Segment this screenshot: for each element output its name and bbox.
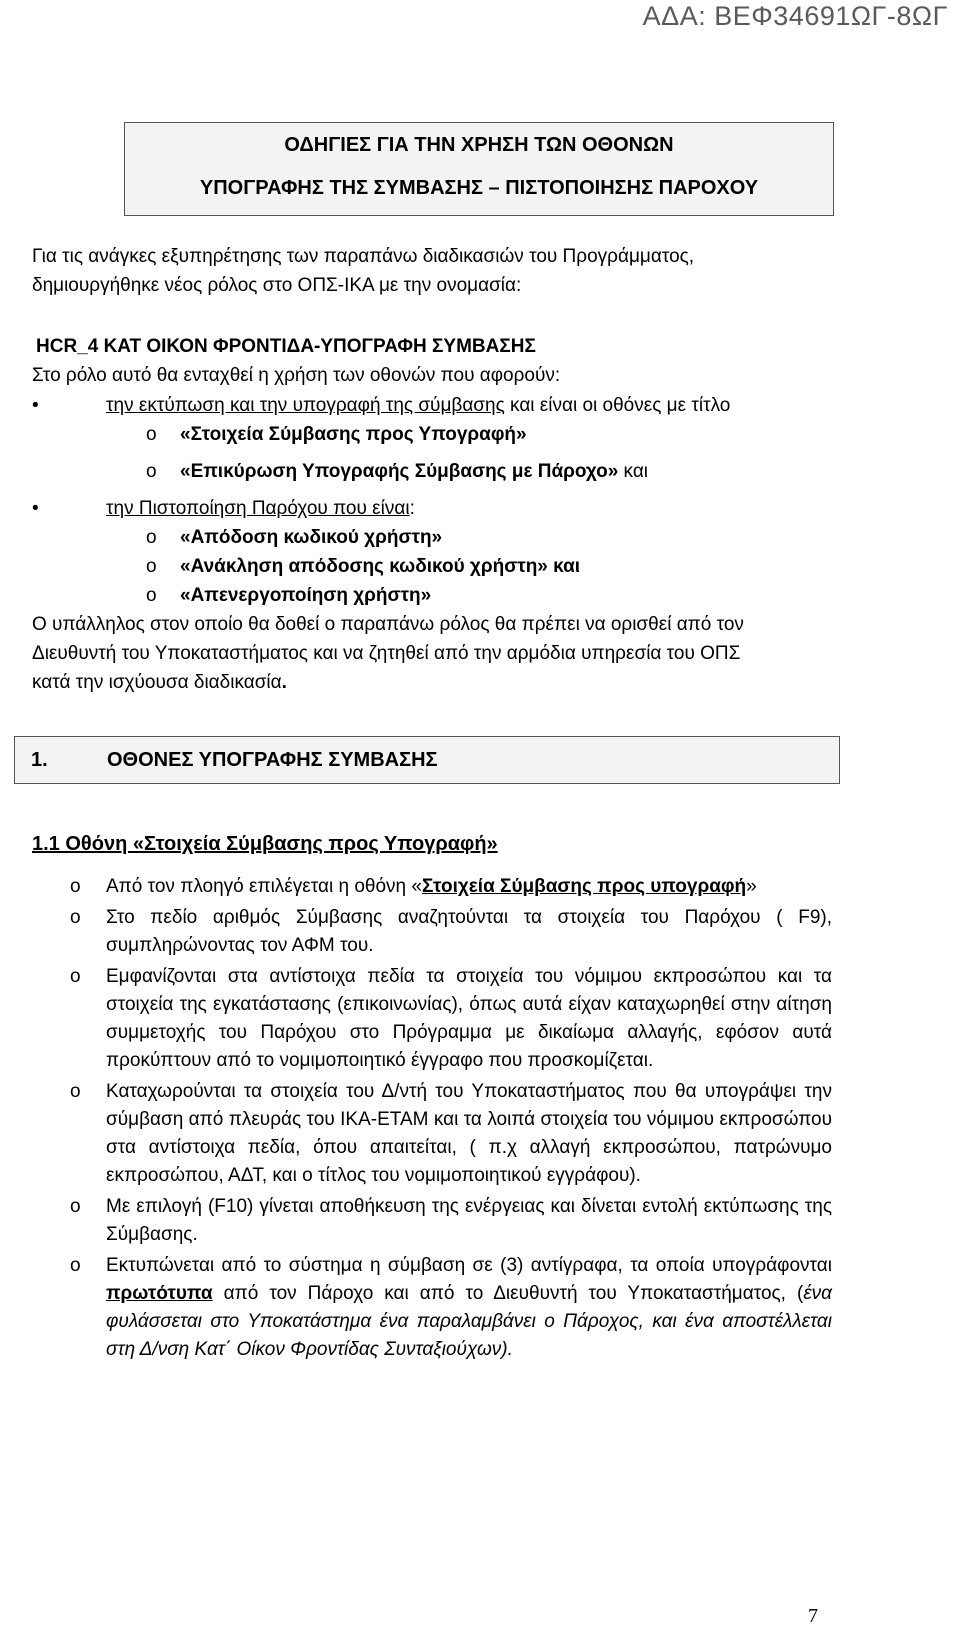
list-item-text: Καταχωρούνται τα στοιχεία του Δ/ντή του Υποκαταστήματος που θα υπογράψει την σύμβαση από πλευράς του ΙΚΑ-ΕΤΑΜ και τα λοιπά στοιχεία του νόμιμου εκπροσώπου στα αντίστοιχα πεδία, όπου απαιτείται, ( π.χ αλλαγή εκπροσώπου, πατρώνυμο εκπροσώπου, ΑΔΤ, και ο τίτλος του νομιμοποιητικού εγγράφου). [106,1081,832,1186]
title-line-1: ΟΔΗΓΙΕΣ ΓΙΑ ΤΗΝ ΧΡΗΣΗ ΤΩΝ ΟΘΟΝΩΝ [284,134,674,156]
section-1-number: 1. [31,749,48,771]
list-item-text: Εκτυπώνεται από το σύστημα η σύμβαση σε (3) αντίγραφα, τα οποία υπογράφονται [106,1255,832,1276]
list-item-italic-note: ένα φυλάσσεται στο Υποκατάστημα ένα παραλαμβάνει ο Πάροχος, και ένα αποστέλλεται στη Δ/νση Κατ΄ Οίκον Φροντίδας Συνταξιούχων [106,1283,832,1360]
bullet-1-sub-2-bold: «Επικύρωση Υπογραφής Σύμβασης με Πάροχο» [180,461,619,482]
bullet-2-sub-2: «Ανάκληση απόδοσης κωδικού χρήστη» και [180,556,581,577]
list-marker: o [70,1081,81,1102]
paragraph-line-3-end: . [281,672,287,693]
paragraph-line-3-text: κατά την ισχύουσα διαδικασία [32,672,282,693]
document-title-box [124,122,834,216]
subsection-1-1-title: 1.1 Οθόνη «Στοιχεία Σύμβασης προς Υπογραφή» [32,833,498,855]
bullet-1-underlined: την εκτύπωση και την υπογραφή της σύμβασης [106,395,505,416]
bullet-1-sub-2-tail: και [618,461,649,482]
bullet-2-sub-3: «Απενεργοποίηση χρήστη» [180,585,432,606]
list-marker: o [70,1255,81,1276]
list-item [32,873,832,901]
list-marker: o [70,966,81,987]
instructions-list [32,873,832,1366]
intro-line-1: Για τις ανάγκες εξυπηρέτησης των παραπάνω διαδικασιών του Προγράμματος, [32,246,695,267]
page-number: 7 [808,1605,818,1627]
paragraph-line-3 [32,669,832,697]
list-marker: o [70,907,81,928]
intro-line-2: δημιουργήθηκε νέος ρόλος στο ΟΠΣ-ΙΚΑ με την ονομασία: [32,275,522,296]
list-marker: o [70,1196,81,1217]
list-item-text: Με επιλογή (F10) γίνεται αποθήκευση της ενέργειας και δίνεται εντολή εκτύπωσης της Σύμβασης. [106,1196,832,1245]
list-item [32,1252,832,1364]
sub-marker: o [146,461,157,482]
title-line-2: ΥΠΟΓΡΑΦΗΣ ΤΗΣ ΣΥΜΒΑΣΗΣ – ΠΙΣΤΟΠΟΙΗΣΗΣ ΠΑΡΟΧΟΥ [199,177,759,199]
role-code: HCR_4 ΚΑΤ ΟΙΚΟΝ ΦΡΟΝΤΙΔΑ-ΥΠΟΓΡΑΦΗ ΣΥΜΒΑΣΗΣ [36,336,536,357]
list-item-text: Στο πεδίο αριθμός Σύμβασης αναζητούνται τα στοιχεία του Παρόχου ( F9), συμπληρώνοντας τον ΑΦΜ του. [106,907,832,956]
list-item [32,963,832,1075]
bullet-2-rest: : [409,498,415,519]
bullet-2-text [106,495,415,523]
list-item [32,1078,832,1190]
list-item-text: Από τον πλοηγό επιλέγεται η οθόνη « [106,876,422,897]
bullet-1-rest: και είναι οι οθόνες με τίτλο [504,395,731,416]
list-item-text-mid: από τον Πάροχο και από το Διευθυντή του Υποκαταστήματος, ( [212,1283,804,1304]
list-item-text: Εμφανίζονται στα αντίστοιχα πεδία τα στοιχεία του νόμιμου εκπροσώπου και τα στοιχεία της εγκατάστασης (επικοινωνίας), όπως αυτά είχαν καταχωρηθεί στην αίτηση συμμετοχής του Παρόχου στο Πρόγραμμα με δικαίωμα αλλαγής, εφόσον αυτά προκύπτουν από το νομιμοποιητικό έγγραφο που προσκομίζεται. [106,966,832,1071]
section-1-box [14,736,840,784]
role-description: Στο ρόλο αυτό θα ενταχθεί η χρήση των οθονών που αφορούν: [32,365,561,386]
list-item-emphasis: Στοιχεία Σύμβασης προς υπογραφή [421,876,747,897]
bullet-1-sub-2 [180,458,648,486]
sub-marker: o [146,424,157,445]
paragraph-line-1: Ο υπάλληλος στον οποίο θα δοθεί ο παραπάνω ρόλος θα πρέπει να ορισθεί από τον [32,614,744,635]
paragraph-line-2: Διευθυντή του Υποκαταστήματος και να ζητηθεί από την αρμόδια υπηρεσία του ΟΠΣ [32,643,741,664]
bullet-marker: • [32,498,39,519]
section-1-title: ΟΘΟΝΕΣ ΥΠΟΓΡΑΦΗΣ ΣΥΜΒΑΣΗΣ [107,749,438,771]
sub-marker: o [146,585,157,606]
bullet-2-underlined: την Πιστοποίηση Παρόχου που είναι [106,498,410,519]
bullet-1-sub-1: «Στοιχεία Σύμβασης προς Υπογραφή» [180,424,527,445]
list-item [32,904,832,960]
sub-marker: o [146,556,157,577]
bullet-1-text [106,392,730,420]
list-item-emphasis: πρωτότυπα [106,1283,213,1304]
list-item [32,1193,832,1249]
sub-marker: o [146,527,157,548]
bullet-marker: • [32,395,39,416]
list-item-text-end: ). [501,1339,513,1360]
ada-header: ΑΔΑ: ΒΕΦ34691ΩΓ-8ΩΓ [642,1,948,31]
bullet-2-sub-1: «Απόδοση κωδικού χρήστη» [180,527,443,548]
list-marker: o [70,876,81,897]
list-item-text-end: » [746,876,757,897]
